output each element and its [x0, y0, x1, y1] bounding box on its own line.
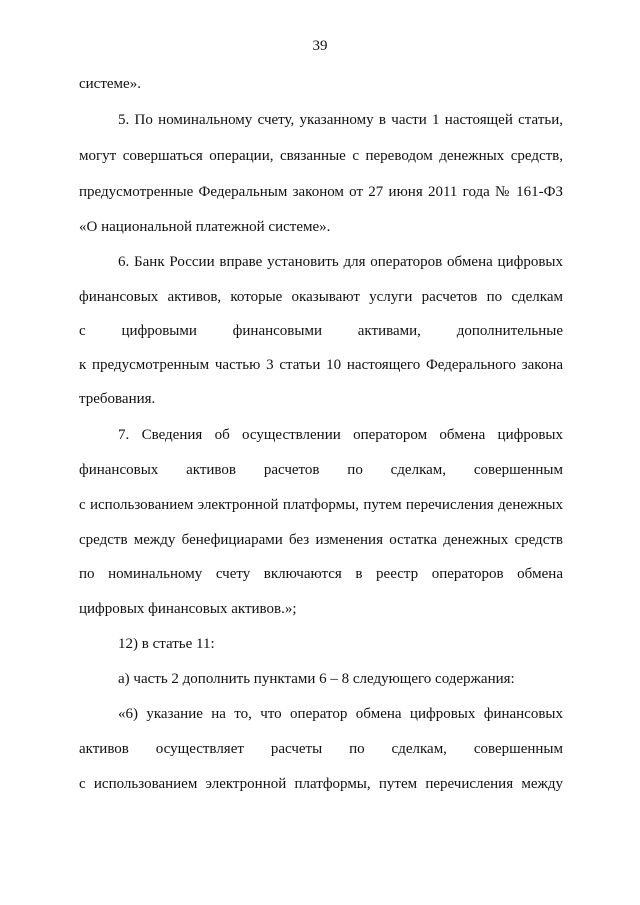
- text-line: с использованием электронной платформы, путем перечисления между: [79, 776, 563, 792]
- page-number: 39: [312, 38, 328, 54]
- text-line: а) часть 2 дополнить пунктами 6 – 8 следующего содержания:: [118, 671, 515, 687]
- text-line: средств между бенефициарами без изменения остатка денежных средств: [79, 532, 563, 548]
- text-line: по номинальному счету включаются в реестр операторов обмена: [79, 566, 563, 582]
- text-line: требования.: [79, 391, 156, 407]
- text-line: с использованием электронной платформы, путем перечисления денежных: [79, 497, 563, 513]
- text-line: к предусмотренным частью 3 статьи 10 настоящего Федерального закона: [79, 357, 563, 373]
- text-line: системе».: [79, 76, 141, 92]
- text-line: 7. Сведения об осуществлении оператором обмена цифровых: [118, 427, 563, 443]
- text-line: активов осуществляет расчеты по сделкам, совершенным: [79, 741, 563, 757]
- text-line: 5. По номинальному счету, указанному в части 1 настоящей статьи,: [118, 112, 563, 128]
- text-line: «6) указание на то, что оператор обмена цифровых финансовых: [118, 706, 563, 722]
- text-line: с цифровыми финансовыми активами, дополнительные: [79, 323, 563, 339]
- text-line: цифровых финансовых активов.»;: [79, 601, 297, 617]
- text-line: финансовых активов расчетов по сделкам, совершенным: [79, 462, 563, 478]
- text-line: предусмотренные Федеральным законом от 27 июня 2011 года № 161-ФЗ: [79, 184, 563, 200]
- text-line: 6. Банк России вправе установить для операторов обмена цифровых: [118, 254, 563, 270]
- text-line: могут совершаться операции, связанные с переводом денежных средств,: [79, 148, 563, 164]
- text-line: 12) в статье 11:: [118, 636, 215, 652]
- text-line: «О национальной платежной системе».: [79, 219, 331, 235]
- text-line: финансовых активов, которые оказывают услуги расчетов по сделкам: [79, 289, 563, 305]
